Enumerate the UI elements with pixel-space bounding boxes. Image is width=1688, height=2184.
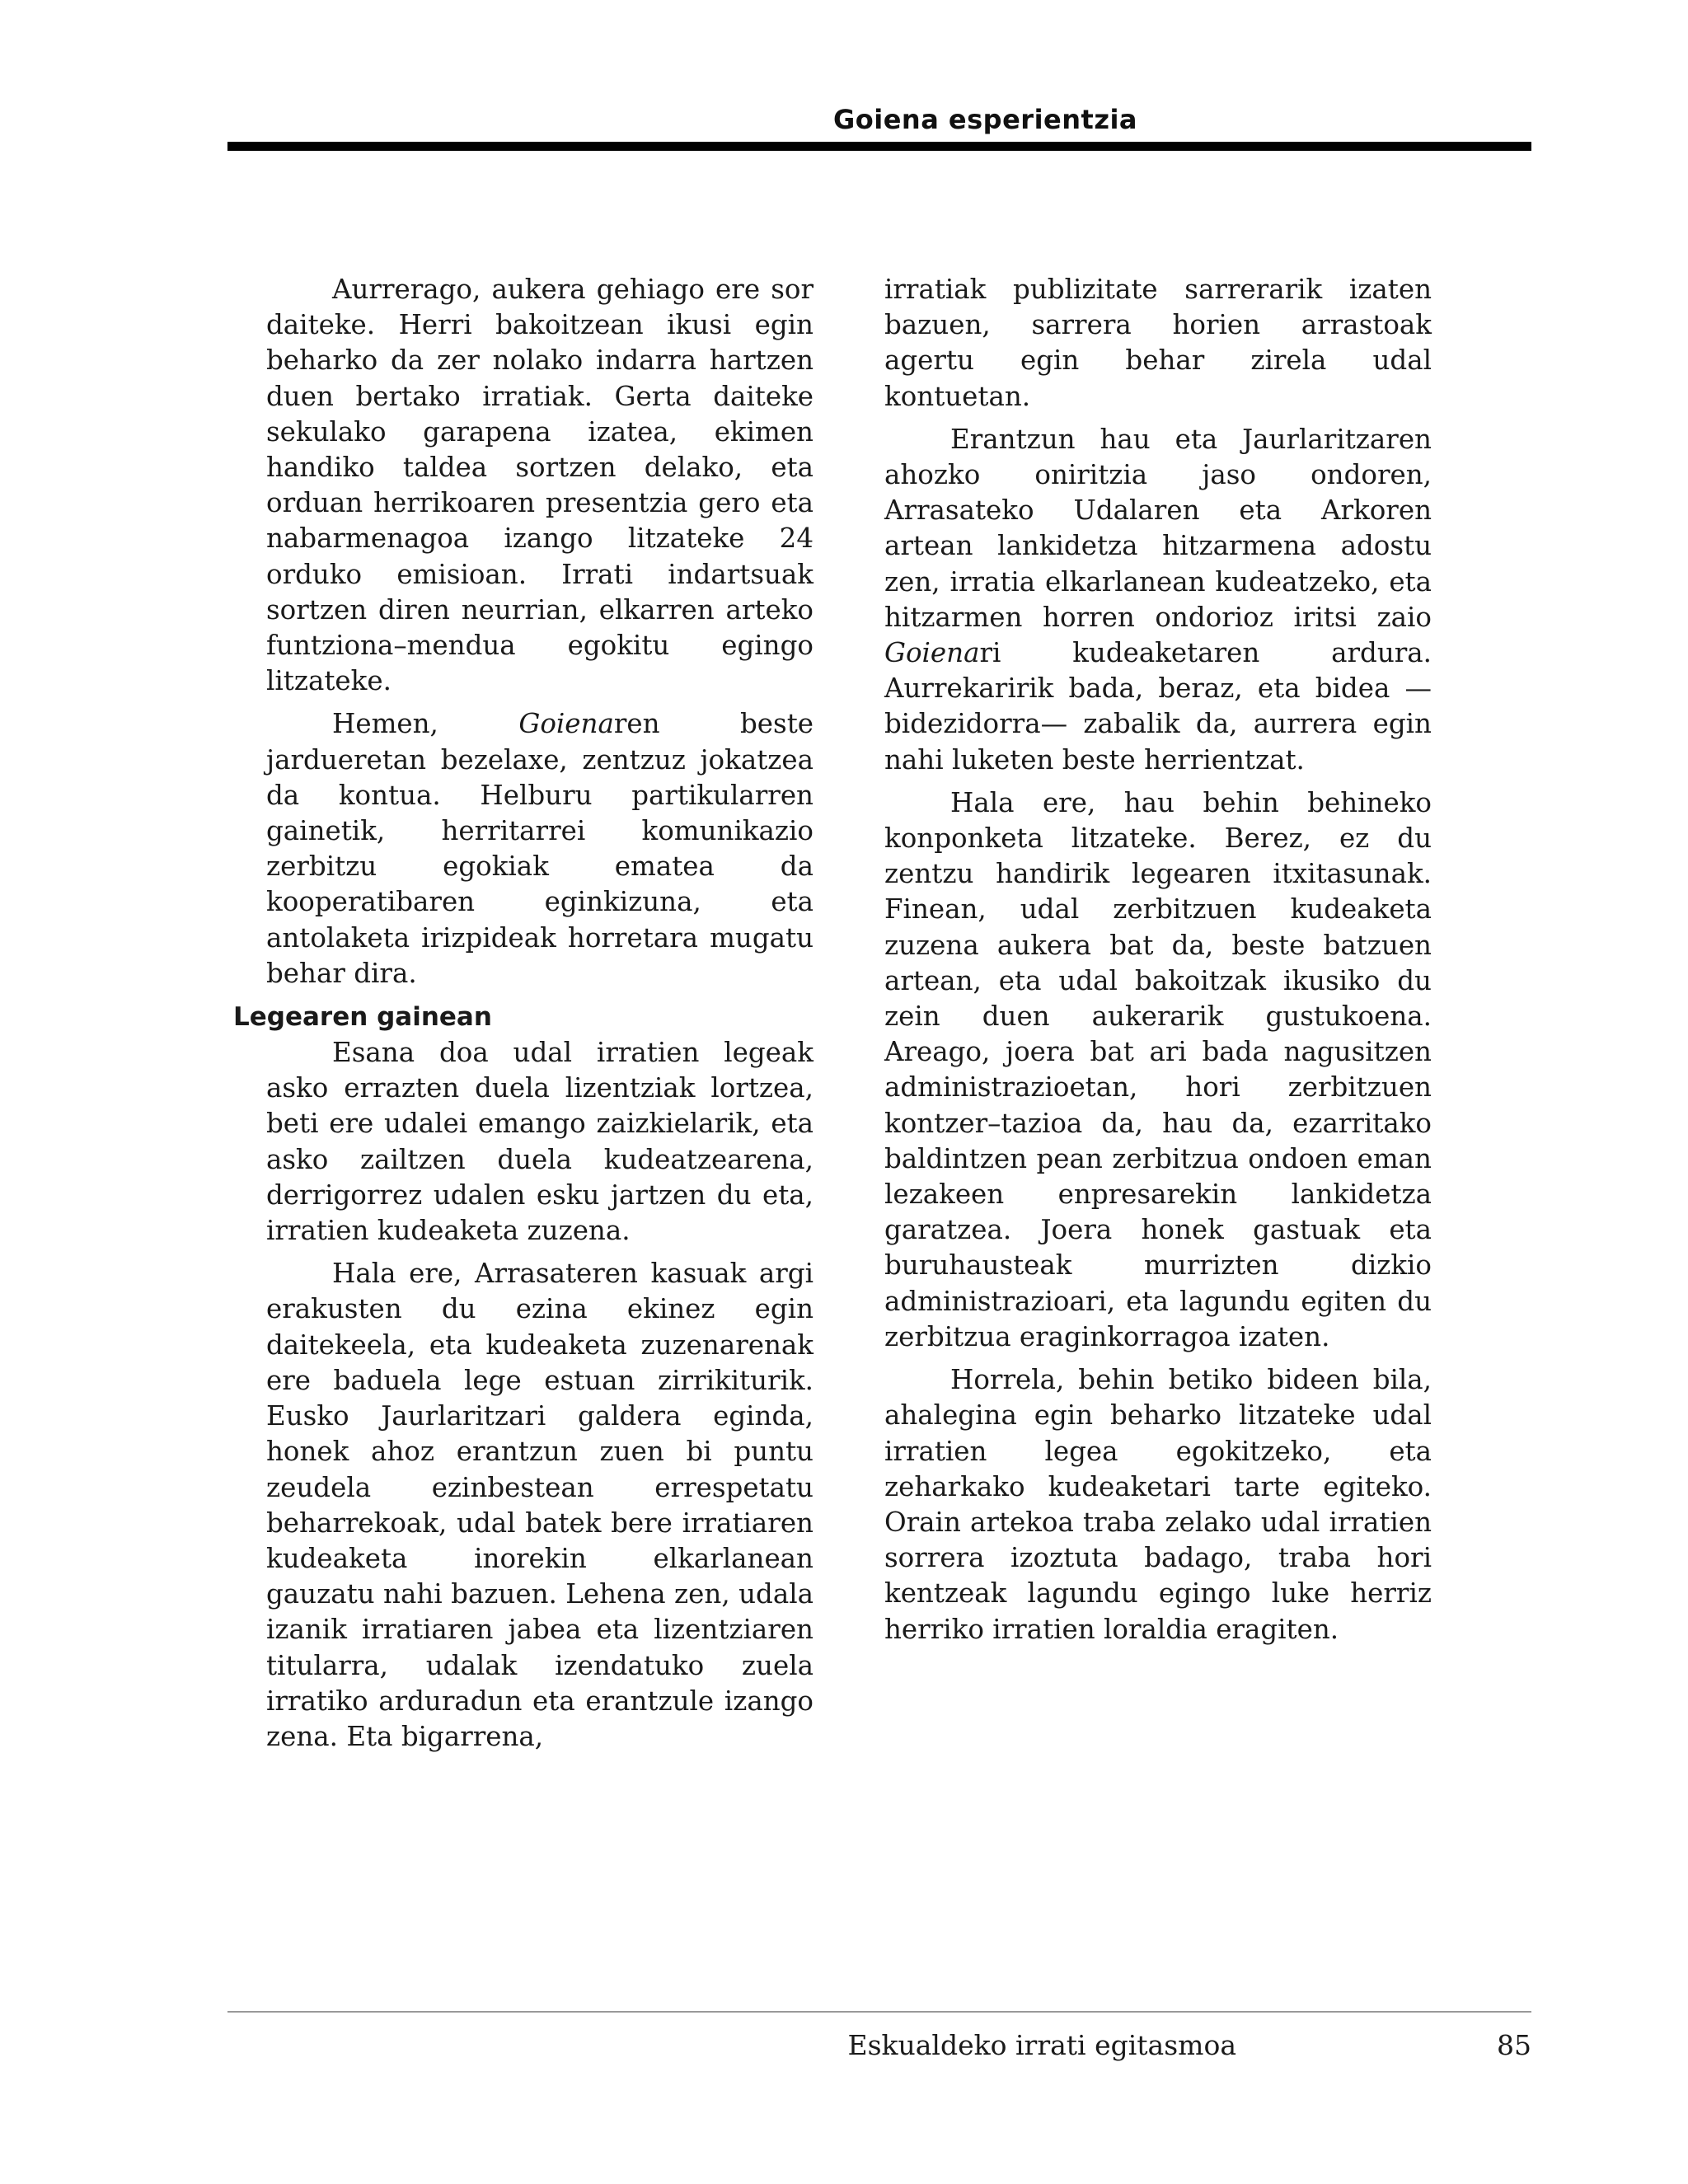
paragraph: Esana doa udal irratien legeak asko errazten duela lizentziak lortzea, beti ere udalei emango zaizkielarik, eta asko zailtzen duela kudeatzearena, derrigorrez udalen esku jartzen du eta, irratien kudeaketa zuzena. xyxy=(266,1037,814,1247)
paragraph xyxy=(266,706,814,991)
running-header-title: Goiena esperientzia xyxy=(832,104,1137,135)
paragraph: Hala ere, hau behin behineko konponketa litzateke. Berez, ez du zentzu handirik legearen itxitasunak. Finean, udal zerbitzuen kudeaketa zuzena aukera bat da, beste batzuen artean, eta udal bakoitzak ikusiko du zein duen aukerarik gustukoena. Areago, joera bat ari bada nagusitzen administrazioetan, hori zerbitzuen kontzer–tazioa da, hau da, ezarritako baldintzen pean zerbitzua ondoen eman lezakeen enpresarekin lankidetza garatzea. Joera honek gastuak eta buruhausteak murrizten dizkio administrazioari, eta lagundu egiten du zerbitzua eraginkorragoa izaten. xyxy=(884,786,1432,1352)
paragraph-text: ren beste jardueretan bezelaxe, zentzuz jokatzea da kontua. Helburu partikularren gainetik, herritarrei komunikazio zerbitzu egokiak ematea da kooperatibaren eginkizuna, eta antolaketa irizpideak horretara mugatu behar dira. xyxy=(266,708,814,989)
running-footer-title: Eskualdeko irrati egitasmoa xyxy=(847,2029,1236,2061)
footer-rule xyxy=(227,2011,1531,2013)
paragraph-text: ri kudeaketaren ardura. Aurrekaririk bada, beraz, eta bidea —bidezidorra— zabalik da, aurrera egin nahi luketen beste herrientzat. xyxy=(884,637,1432,776)
paragraph-text: Hemen, xyxy=(332,708,519,740)
paragraph xyxy=(884,422,1432,778)
paragraph: Horrela, behin betiko bideen bila, ahalegina egin beharko litzateke udal irratien legea egokitzeko, eta zeharkako kudeaketari tarte egiteko. Orain artekoa traba zelako udal irratien sorrera izoztuta badago, traba hori kentzeak lagundu egingo luke herriz herriko irratien loraldia eragiten. xyxy=(884,1364,1432,1645)
right-column xyxy=(884,272,1432,1655)
paragraph: Aurrerago, aukera gehiago ere sor daiteke. Herri bakoitzean ikusi egin beharko da zer nolako indarra hartzen duen bertako irratiak. Gerta daiteke sekulako garapena izatea, ekimen handiko taldea sortzen delako, eta orduan herrikoaren presentzia gero eta nabarmenagoa izango litzateke 24 orduko emisioan. Irrati indartsuak sortzen diren neurrian, elkarren arteko funtziona–mendua egokitu egingo litzateke. xyxy=(266,274,814,697)
header-rule xyxy=(227,142,1531,151)
italic-term: Goiena xyxy=(884,637,980,669)
paragraph: Hala ere, Arrasateren kasuak argi erakusten du ezina ekinez egin daitekeela, eta kudeaketa zuzenarenak ere baduela lege estuan zirrikiturik. Eusko Jaurlaritzari galdera eginda, honek ahoz erantzun zuen bi puntu zeudela ezinbestean errespetatu beharrekoak, udal batek bere irratiaren kudeaketa inorekin elkarlanean gauzatu nahi bazuen. Lehena zen, udala izanik irratiaren jabea eta lizentziaren titularra, udalak izendatuko zuela irratiko arduradun eta erantzule izango zena. Eta bigarrena, xyxy=(266,1258,814,1752)
paragraph: irratiak publizitate sarrerarik izaten bazuen, sarrera horien arrastoak agertu egin behar zirela udal kontuetan. xyxy=(884,274,1432,412)
paragraph-text: Erantzun hau eta Jaurlaritzaren ahozko oniritzia jaso ondoren, Arrasateko Udalaren eta Arkoren artean lankidetza hitzarmena adostu zen, irratia elkarlanean kudeatzeko, eta hitzarmen horren ondorioz iritsi zaio xyxy=(884,423,1432,633)
section-subheading: Legearen gainean xyxy=(233,1002,492,1033)
left-column xyxy=(233,272,814,1762)
italic-term: Goiena xyxy=(518,708,614,740)
page-number: 85 xyxy=(1497,2029,1531,2061)
